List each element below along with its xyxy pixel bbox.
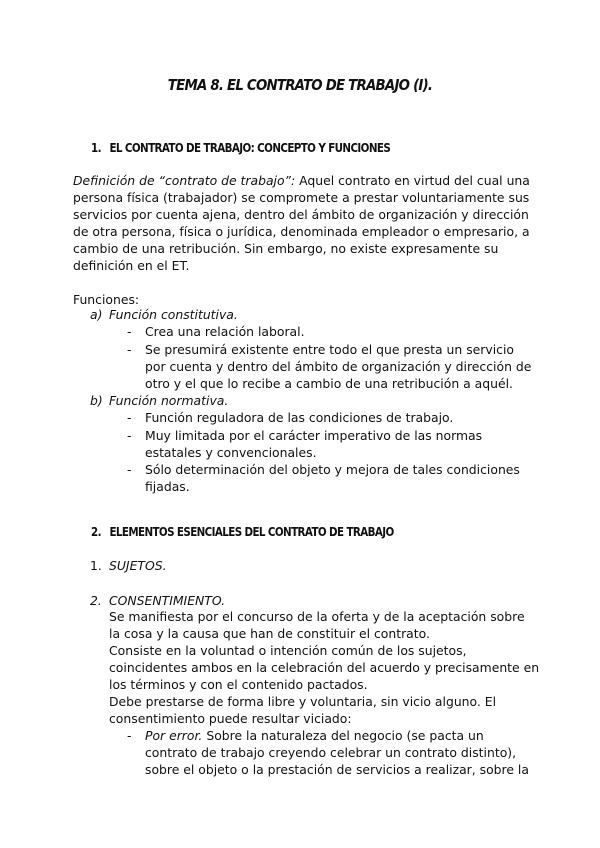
list-item: fijadas. — [145, 479, 190, 494]
definition-line — [73, 172, 530, 189]
list-number: 1. — [90, 558, 102, 573]
error-line: contrato de trabajo creyendo celebrar un contrato distinto), — [145, 745, 517, 760]
section-1-heading — [91, 141, 390, 155]
error-line: sobre el objeto o la prestación de servicios a realizar, sobre la — [145, 762, 529, 777]
funciones-label: Funciones: — [73, 292, 140, 307]
section-1-title: EL CONTRATO DE TRABAJO: CONCEPTO Y FUNCIONES — [109, 141, 391, 155]
section-2-title: ELEMENTOS ESENCIALES DEL CONTRATO DE TRABAJO — [109, 525, 394, 539]
bullet-dash: - — [127, 462, 132, 477]
definition-line: persona física (trabajador) se compromete a prestar voluntariamente sus — [73, 190, 530, 205]
error-line — [145, 727, 484, 744]
funcion-constitutiva-label: Función constitutiva. — [109, 307, 238, 322]
error-text: Sobre la naturaleza del negocio (se pacta un — [206, 728, 484, 743]
list-marker: b) — [90, 393, 103, 408]
sujetos-label: SUJETOS. — [109, 558, 167, 573]
definition-line: definición en el ET. — [73, 258, 190, 273]
bullet-dash: - — [127, 342, 132, 357]
list-item: otro y el que lo recibe a cambio de una retribución a aquél. — [145, 376, 513, 391]
definition-label: Definición de “contrato de trabajo”: — [73, 173, 296, 188]
consentimiento-line: consentimiento puede resultar viciado: — [109, 711, 352, 726]
list-item: estatales y convencionales. — [145, 445, 317, 460]
definition-text: Aquel contrato en virtud del cual una — [299, 173, 530, 188]
list-marker: a) — [90, 307, 103, 322]
list-item: Sólo determinación del objeto y mejora de tales condiciones — [145, 462, 520, 477]
bullet-dash: - — [127, 324, 132, 339]
definition-line: de otra persona, física o jurídica, denominada empleador o empresario, a — [73, 224, 530, 239]
definition-line: cambio de una retribución. Sin embargo, no existe expresamente su — [73, 241, 499, 256]
consentimiento-line: la cosa y la causa que han de constituir el contrato. — [109, 626, 430, 641]
definition-line: servicios por cuenta ajena, dentro del ámbito de organización y dirección — [73, 207, 529, 222]
list-item: Función reguladora de las condiciones de trabajo. — [145, 410, 454, 425]
section-2-number: 2. — [91, 525, 101, 539]
consentimiento-line: coincidentes ambos en la celebración del acuerdo y precisamente en — [109, 660, 540, 675]
consentimiento-line: Se manifiesta por el concurso de la oferta y de la aceptación sobre — [109, 609, 525, 624]
list-item: por cuenta y dentro del ámbito de organización y dirección de — [145, 359, 532, 374]
consentimiento-line: Debe prestarse de forma libre y voluntaria, sin vicio alguno. El — [109, 694, 497, 709]
bullet-dash: - — [127, 410, 132, 425]
error-label: Por error. — [145, 728, 203, 743]
consentimiento-label: CONSENTIMIENTO. — [109, 593, 226, 608]
section-1-number: 1. — [91, 141, 101, 155]
bullet-dash: - — [127, 728, 132, 743]
consentimiento-line: Consiste en la voluntad o intención común de los sujetos, — [109, 643, 467, 658]
list-item: Se presumirá existente entre todo el que presta un servicio — [145, 342, 514, 357]
funcion-normativa-label: Función normativa. — [109, 393, 229, 408]
bullet-dash: - — [127, 428, 132, 443]
section-2-heading — [91, 525, 394, 539]
page-title: TEMA 8. EL CONTRATO DE TRABAJO (I). — [167, 76, 433, 94]
list-item: Muy limitada por el carácter imperativo de las normas — [145, 428, 483, 443]
consentimiento-line: los términos y con el contenido pactados. — [109, 677, 368, 692]
list-item: Crea una relación laboral. — [145, 324, 305, 339]
list-number: 2. — [90, 593, 102, 608]
